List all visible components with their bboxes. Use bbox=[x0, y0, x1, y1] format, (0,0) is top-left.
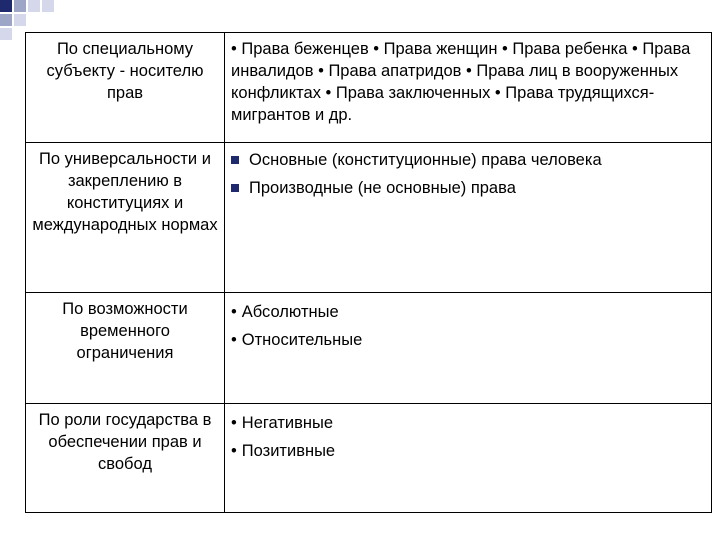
list-item bbox=[231, 437, 705, 465]
criterion-cell: По роли государства в обеспечении прав и свобод bbox=[26, 404, 225, 513]
list-item bbox=[231, 409, 705, 437]
square-bullet-list bbox=[231, 146, 705, 202]
rights-list-cell bbox=[225, 404, 712, 513]
list-item-label: Относительные bbox=[241, 331, 363, 349]
bullet-dot-icon: • bbox=[231, 414, 237, 432]
deco-square-icon bbox=[28, 0, 40, 12]
deco-square-icon bbox=[0, 14, 12, 26]
rights-classification-table bbox=[25, 32, 712, 513]
rights-list-cell bbox=[225, 143, 712, 293]
list-item bbox=[231, 146, 705, 174]
list-item-label: Негативные bbox=[241, 414, 334, 432]
list-item bbox=[231, 174, 705, 202]
dot-bullet-list bbox=[231, 298, 705, 354]
bullet-dot-icon: • bbox=[231, 442, 237, 460]
rights-list-cell: • Права беженцев • Права женщин • Права ребенка • Права инвалидов • Права апатридов • Права лиц в вооруженных конфликтах • Права заключенных • Права трудящихся-мигрантов и др. bbox=[225, 33, 712, 143]
list-item bbox=[231, 298, 705, 326]
criterion-cell: По специальному субъекту - носителю прав bbox=[26, 33, 225, 143]
list-item-label: Позитивные bbox=[241, 442, 336, 460]
deco-square-icon bbox=[0, 28, 12, 40]
deco-square-icon bbox=[14, 14, 26, 26]
table-row bbox=[26, 143, 712, 293]
list-item-label: Основные (конституционные) права человека bbox=[249, 151, 602, 169]
rights-list-cell bbox=[225, 293, 712, 404]
list-item bbox=[231, 326, 705, 354]
table-row bbox=[26, 404, 712, 513]
deco-square-icon bbox=[14, 0, 26, 12]
deco-square-icon bbox=[0, 0, 12, 12]
table-row bbox=[26, 293, 712, 404]
dot-bullet-list bbox=[231, 409, 705, 465]
square-bullet-icon bbox=[231, 184, 239, 192]
criterion-cell: По универсальности и закреплению в конституциях и международных нормах bbox=[26, 143, 225, 293]
table-row bbox=[26, 33, 712, 143]
list-item-label: Производные (не основные) права bbox=[249, 179, 516, 197]
criterion-cell: По возможности временного ограничения bbox=[26, 293, 225, 404]
bullet-dot-icon: • bbox=[231, 303, 237, 321]
deco-square-icon bbox=[42, 0, 54, 12]
list-item-label: Абсолютные bbox=[241, 303, 339, 321]
square-bullet-icon bbox=[231, 156, 239, 164]
bullet-dot-icon: • bbox=[231, 331, 237, 349]
